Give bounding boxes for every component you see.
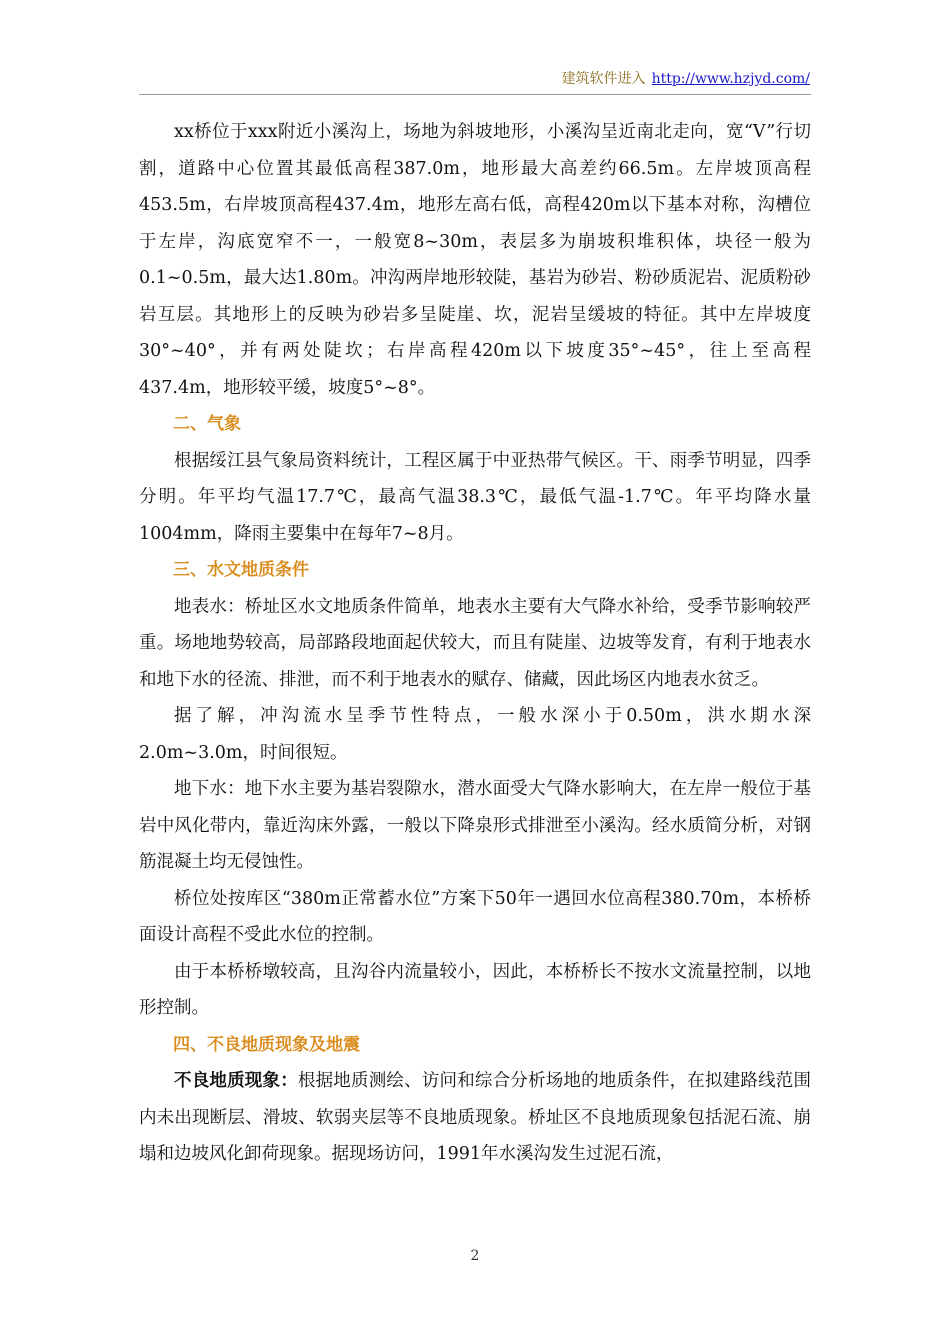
adverse-geology-lead: 不良地质现象：	[174, 1071, 298, 1091]
document-body	[139, 114, 811, 1173]
page-header	[562, 68, 810, 88]
heading-meteorology: 二、气象	[173, 414, 241, 434]
paragraph-meteorology: 根据绥江县气象局资料统计，工程区属于中亚热带气候区。干、雨季节明显，四季分明。年平均气温17.7℃，最高气温38.3℃，最低气温-1.7℃。年平均降水量1004mm，降雨主要集中在每年7~8月。	[139, 450, 811, 544]
paragraph-adverse-geology	[139, 1063, 811, 1173]
heading-adverse-geology: 四、不良地质现象及地震	[173, 1034, 360, 1055]
paragraph-terrain: xx桥位于xxx附近小溪沟上，场地为斜坡地形，小溪沟呈近南北走向，宽“V”行切割，道路中心位置其最低高程387.0m，地形最大高差约66.5m。左岸坡顶高程453.5m，右岸坡顶高程437.4m，地形左高右低，高程420m以下基本对称，沟槽位于左岸，沟底宽窄不一，一般宽8~30m，表层多为崩坡积堆积体，块径一般为0.1~0.5m，最大达1.80m。冲沟两岸地形较陡，基岩为砂岩、粉砂质泥岩、泥质粉砂岩互层。其地形上的反映为砂岩多呈陡崖、坎，泥岩呈缓坡的特征。其中左岸坡度30°~40°，并有两处陡坎；右岸高程420m以下坡度35°~45°，往上至高程437.4m，地形较平缓，坡度5°~8°。	[139, 122, 811, 398]
page-number: 2	[470, 1248, 480, 1264]
paragraph-groundwater: 地下水：地下水主要为基岩裂隙水，潜水面受大气降水影响大，在左岸一般位于基岩中风化带内，靠近沟床外露，一般以下降泉形式排泄至小溪沟。经水质简分析，对钢筋混凝土均无侵蚀性。	[139, 779, 811, 872]
header-link[interactable]: http://www.hzjyd.com/	[651, 71, 810, 87]
header-label: 建筑软件进入	[561, 71, 646, 87]
adverse-geology-text: 根据地质测绘、访问和综合分析场地的地质条件，在拟建路线范围内未出现断层、滑坡、软弱夹层等不良地质现象。桥址区不良地质现象包括泥石流、崩塌和边坡风化卸荷现象。据现场访问，1991年水溪沟发生过泥石流，	[139, 1071, 812, 1164]
paragraph-gully-flow: 据了解，冲沟流水呈季节性特点，一般水深小于0.50m，洪水期水深2.0m~3.0m，时间很短。	[139, 706, 811, 763]
header-divider	[139, 94, 811, 95]
heading-hydrogeology: 三、水文地质条件	[173, 560, 309, 580]
paragraph-reservoir-level: 桥位处按库区“380m正常蓄水位”方案下50年一遇回水位高程380.70m，本桥桥面设计高程不受此水位的控制。	[139, 888, 811, 945]
paragraph-bridge-length: 由于本桥桥墩较高，且沟谷内流量较小，因此，本桥桥长不按水文流量控制，以地形控制。	[139, 961, 811, 1018]
paragraph-surface-water: 地表水：桥址区水文地质条件简单，地表水主要有大气降水补给，受季节影响较严重。场地地势较高，局部路段地面起伏较大，而且有陡崖、边坡等发育，有利于地表水和地下水的径流、排泄，而不利于地表水的赋存、储藏，因此场区内地表水贫乏。	[139, 596, 811, 690]
